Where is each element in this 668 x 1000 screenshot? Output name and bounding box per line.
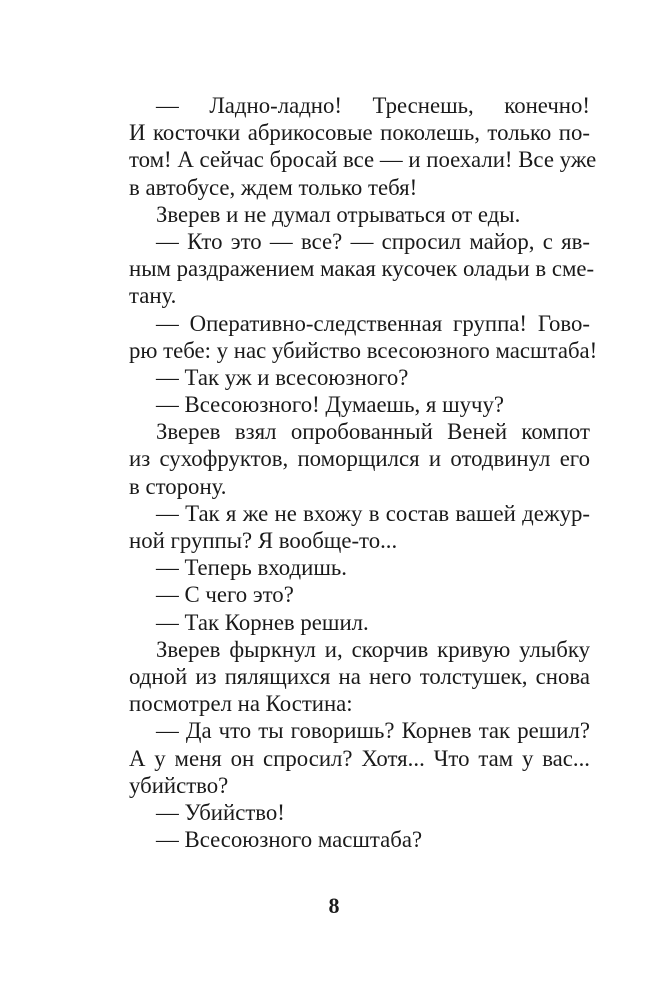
- text-line: — С чего это?: [156, 582, 294, 608]
- text-line: посмотрел на Костина:: [129, 691, 353, 717]
- text-line: — Всесоюзного масштаба?: [156, 827, 423, 853]
- page-number: 8: [328, 893, 340, 918]
- text-line: том! А сейчас бросай все — и поехали! Все уже: [129, 147, 597, 173]
- text-line: И косточки абрикосовые поколешь, только по-: [129, 120, 590, 146]
- text-line: Зверев фыркнул и, скорчив кривую улыбку: [156, 636, 590, 662]
- text-line: тану.: [129, 283, 177, 309]
- text-line: в автобусе, ждем только тебя!: [129, 174, 418, 200]
- text-line: — Кто это — все? — спросил майор, с яв-: [156, 228, 590, 254]
- text-line: убийство?: [129, 772, 229, 798]
- text-line: из сухофруктов, поморщился и отодвинул его: [129, 446, 590, 472]
- body-text: [129, 92, 598, 853]
- text-line: — Да что ты говоришь? Корнев так решил?: [156, 718, 590, 744]
- text-line: — Теперь входишь.: [156, 555, 347, 581]
- text-line: в сторону.: [129, 473, 227, 499]
- text-line: — Убийство!: [156, 799, 285, 825]
- text-line: А у меня он спросил? Хотя... Что там у вас...: [129, 745, 590, 771]
- text-line: — Так Корнев решил.: [156, 609, 369, 635]
- text-line: — Так я же не вхожу в состав вашей дежур-: [156, 500, 590, 526]
- text-line: Зверев и не думал отрываться от еды.: [156, 201, 521, 227]
- text-line: — Ладно-ладно! Треснешь, конечно!: [156, 93, 590, 118]
- text-line: — Оперативно-следственная группа! Гово-: [156, 310, 590, 336]
- text-line: одной из пялящихся на него толстушек, снова: [129, 663, 590, 689]
- text-line: рю тебе: у нас убийство всесоюзного масштаба!: [129, 337, 598, 363]
- text-line: — Всесоюзного! Думаешь, я шучу?: [156, 392, 505, 418]
- text-line: ной группы? Я вообще-то...: [129, 528, 398, 553]
- text-line: Зверев взял опробованный Веней компот: [156, 419, 590, 445]
- text-line: ным раздражением макая кусочек оладьи в сме-: [129, 256, 595, 282]
- text-line: — Так уж и всесоюзного?: [156, 364, 409, 390]
